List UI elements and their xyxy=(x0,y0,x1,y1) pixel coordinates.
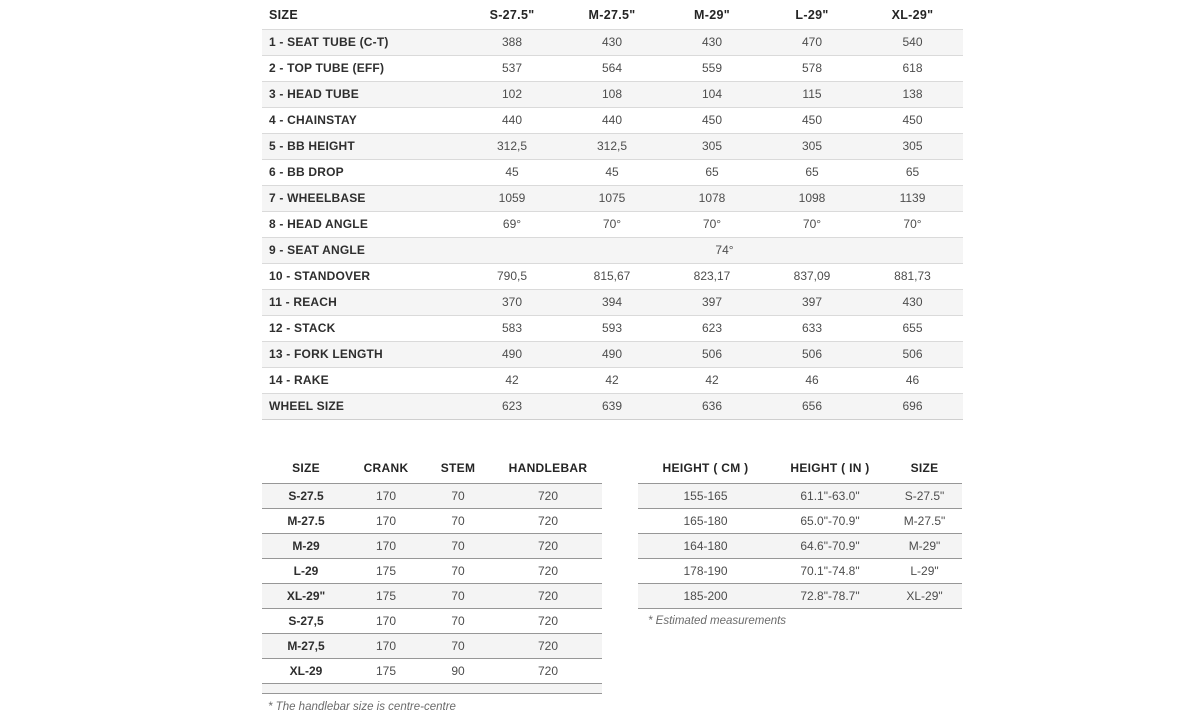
spacer-cell xyxy=(262,683,602,693)
geometry-size-header: SIZE xyxy=(269,7,298,22)
table-row xyxy=(262,393,963,419)
row-label: 11 - REACH xyxy=(262,289,462,315)
size-cell: XL-29 xyxy=(262,658,350,683)
row-value: 823,17 xyxy=(662,263,762,289)
stem-cell: 90 xyxy=(422,658,494,683)
components-crank-header: CRANK xyxy=(363,460,409,475)
geometry-col-m275: M-27.5" xyxy=(588,7,636,22)
table-row xyxy=(638,483,962,508)
row-value: 815,67 xyxy=(562,263,662,289)
height-in-cell: 70.1"-74.8" xyxy=(773,558,887,583)
row-label: 4 - CHAINSTAY xyxy=(262,107,462,133)
handlebar-cell: 720 xyxy=(494,533,602,558)
stem-cell: 70 xyxy=(422,608,494,633)
table-row xyxy=(262,185,963,211)
stem-cell: 70 xyxy=(422,633,494,658)
row-value: 1078 xyxy=(662,185,762,211)
size-guide-table xyxy=(638,453,962,609)
row-value: 388 xyxy=(462,29,562,55)
geometry-col-l29: L-29" xyxy=(795,7,829,22)
handlebar-cell: 720 xyxy=(494,508,602,533)
components-handlebar-header: HANDLEBAR xyxy=(508,460,588,475)
row-label: 3 - HEAD TUBE xyxy=(262,81,462,107)
table-row xyxy=(262,483,602,508)
size-cell: M-27.5" xyxy=(887,508,962,533)
crank-cell: 170 xyxy=(350,608,422,633)
components-footnote: * The handlebar size is centre-centre xyxy=(268,701,456,713)
size-cell: XL-29" xyxy=(262,583,350,608)
row-value: 633 xyxy=(762,315,862,341)
table-row xyxy=(262,315,963,341)
size-cell: M-29" xyxy=(887,533,962,558)
row-value: 790,5 xyxy=(462,263,562,289)
stem-cell: 70 xyxy=(422,558,494,583)
table-row xyxy=(638,533,962,558)
row-value: 696 xyxy=(862,393,963,419)
row-value: 470 xyxy=(762,29,862,55)
table-row xyxy=(262,237,963,263)
row-value: 45 xyxy=(562,159,662,185)
table-row xyxy=(262,211,963,237)
row-value: 1139 xyxy=(862,185,963,211)
row-label: 7 - WHEELBASE xyxy=(262,185,462,211)
row-value: 1098 xyxy=(762,185,862,211)
height-cm-cell: 164-180 xyxy=(638,533,773,558)
height-in-cell: 65.0"-70.9" xyxy=(773,508,887,533)
handlebar-cell: 720 xyxy=(494,583,602,608)
row-label: 2 - TOP TUBE (EFF) xyxy=(262,55,462,81)
row-value: 70° xyxy=(862,211,963,237)
row-label: 14 - RAKE xyxy=(262,367,462,393)
row-value: 540 xyxy=(862,29,963,55)
height-cm-cell: 178-190 xyxy=(638,558,773,583)
row-value: 490 xyxy=(462,341,562,367)
row-value: 305 xyxy=(762,133,862,159)
row-value: 639 xyxy=(562,393,662,419)
size-cell: S-27,5 xyxy=(262,608,350,633)
size-cell: L-29 xyxy=(262,558,350,583)
row-value: 583 xyxy=(462,315,562,341)
row-value: 104 xyxy=(662,81,762,107)
table-row xyxy=(262,583,602,608)
row-value: 881,73 xyxy=(862,263,963,289)
components-stem-header: STEM xyxy=(440,460,476,475)
height-cm-cell: 185-200 xyxy=(638,583,773,608)
table-row xyxy=(262,533,602,558)
height-in-cell: 64.6"-70.9" xyxy=(773,533,887,558)
handlebar-cell: 720 xyxy=(494,558,602,583)
row-value: 593 xyxy=(562,315,662,341)
row-value: 397 xyxy=(662,289,762,315)
row-value: 370 xyxy=(462,289,562,315)
row-value: 430 xyxy=(562,29,662,55)
height-cm-cell: 155-165 xyxy=(638,483,773,508)
row-value: 42 xyxy=(462,367,562,393)
row-value: 70° xyxy=(562,211,662,237)
stem-cell: 70 xyxy=(422,533,494,558)
table-row xyxy=(262,55,963,81)
row-value: 70° xyxy=(762,211,862,237)
geometry-header-row xyxy=(262,1,963,29)
stem-cell: 70 xyxy=(422,583,494,608)
table-row xyxy=(262,367,963,393)
crank-cell: 175 xyxy=(350,583,422,608)
table-row xyxy=(638,508,962,533)
handlebar-cell: 720 xyxy=(494,633,602,658)
row-value: 138 xyxy=(862,81,963,107)
row-value: 440 xyxy=(562,107,662,133)
row-label: 8 - HEAD ANGLE xyxy=(262,211,462,237)
row-value: 655 xyxy=(862,315,963,341)
row-value: 623 xyxy=(462,393,562,419)
row-value: 102 xyxy=(462,81,562,107)
row-value: 450 xyxy=(662,107,762,133)
height-in-cell: 61.1"-63.0" xyxy=(773,483,887,508)
row-value: 312,5 xyxy=(462,133,562,159)
row-value: 45 xyxy=(462,159,562,185)
row-value: 623 xyxy=(662,315,762,341)
row-value: 394 xyxy=(562,289,662,315)
row-value: 506 xyxy=(762,341,862,367)
row-value: 450 xyxy=(862,107,963,133)
row-value: 69° xyxy=(462,211,562,237)
size-cell: L-29" xyxy=(887,558,962,583)
row-value: 506 xyxy=(862,341,963,367)
row-value: 65 xyxy=(662,159,762,185)
components-size-header: SIZE xyxy=(292,460,320,475)
table-row xyxy=(262,107,963,133)
stem-cell: 70 xyxy=(422,483,494,508)
row-value: 1075 xyxy=(562,185,662,211)
components-header-row xyxy=(262,453,602,483)
crank-cell: 170 xyxy=(350,633,422,658)
geometry-col-xl29: XL-29" xyxy=(891,7,934,22)
table-row xyxy=(262,81,963,107)
table-row xyxy=(638,583,962,608)
size-cell: S-27.5" xyxy=(887,483,962,508)
height-cm-cell: 165-180 xyxy=(638,508,773,533)
row-value: 618 xyxy=(862,55,963,81)
size-guide-footnote: * Estimated measurements xyxy=(648,615,787,627)
row-value: 108 xyxy=(562,81,662,107)
row-value: 1059 xyxy=(462,185,562,211)
row-value: 397 xyxy=(762,289,862,315)
size-cell: M-29 xyxy=(262,533,350,558)
row-value: 564 xyxy=(562,55,662,81)
row-label: 13 - FORK LENGTH xyxy=(262,341,462,367)
row-value: 506 xyxy=(662,341,762,367)
row-value: 430 xyxy=(662,29,762,55)
size-cell: M-27,5 xyxy=(262,633,350,658)
geometry-table xyxy=(262,1,963,420)
table-row xyxy=(262,29,963,55)
table-row xyxy=(262,608,602,633)
row-label: 10 - STANDOVER xyxy=(262,263,462,289)
row-value: 312,5 xyxy=(562,133,662,159)
geometry-col-s275: S-27.5" xyxy=(489,7,535,22)
crank-cell: 170 xyxy=(350,483,422,508)
height-in-header: HEIGHT ( IN ) xyxy=(790,460,870,475)
row-value: 837,09 xyxy=(762,263,862,289)
sizeguide-header-row xyxy=(638,453,962,483)
table-row xyxy=(262,508,602,533)
seat-angle-merged-value: 74° xyxy=(462,237,963,263)
row-value: 42 xyxy=(662,367,762,393)
row-value: 305 xyxy=(662,133,762,159)
table-row xyxy=(262,133,963,159)
row-label: 1 - SEAT TUBE (C-T) xyxy=(262,29,462,55)
handlebar-cell: 720 xyxy=(494,483,602,508)
size-cell: M-27.5 xyxy=(262,508,350,533)
row-value: 656 xyxy=(762,393,862,419)
handlebar-cell: 720 xyxy=(494,658,602,683)
row-label: 12 - STACK xyxy=(262,315,462,341)
row-value: 578 xyxy=(762,55,862,81)
crank-cell: 175 xyxy=(350,658,422,683)
crank-cell: 170 xyxy=(350,508,422,533)
table-row xyxy=(262,558,602,583)
row-label: WHEEL SIZE xyxy=(262,393,462,419)
row-value: 46 xyxy=(862,367,963,393)
table-row xyxy=(262,633,602,658)
size-cell: S-27.5 xyxy=(262,483,350,508)
row-value: 636 xyxy=(662,393,762,419)
table-row xyxy=(262,159,963,185)
row-value: 559 xyxy=(662,55,762,81)
row-value: 70° xyxy=(662,211,762,237)
table-row xyxy=(262,658,602,683)
row-label: 9 - SEAT ANGLE xyxy=(262,237,462,263)
spacer-row xyxy=(262,683,602,693)
geometry-col-m29: M-29" xyxy=(694,7,730,22)
row-value: 65 xyxy=(862,159,963,185)
row-value: 537 xyxy=(462,55,562,81)
row-value: 65 xyxy=(762,159,862,185)
crank-cell: 175 xyxy=(350,558,422,583)
size-cell: XL-29" xyxy=(887,583,962,608)
row-value: 46 xyxy=(762,367,862,393)
table-row xyxy=(262,289,963,315)
components-table xyxy=(262,453,602,694)
height-cm-header: HEIGHT ( CM ) xyxy=(662,460,749,475)
handlebar-cell: 720 xyxy=(494,608,602,633)
row-value: 42 xyxy=(562,367,662,393)
row-value: 115 xyxy=(762,81,862,107)
row-value: 305 xyxy=(862,133,963,159)
row-label: 6 - BB DROP xyxy=(262,159,462,185)
row-value: 440 xyxy=(462,107,562,133)
table-row xyxy=(262,263,963,289)
row-value: 430 xyxy=(862,289,963,315)
table-row xyxy=(638,558,962,583)
row-label: 5 - BB HEIGHT xyxy=(262,133,462,159)
row-value: 490 xyxy=(562,341,662,367)
stem-cell: 70 xyxy=(422,508,494,533)
height-in-cell: 72.8"-78.7" xyxy=(773,583,887,608)
crank-cell: 170 xyxy=(350,533,422,558)
row-value: 450 xyxy=(762,107,862,133)
size-header: SIZE xyxy=(910,460,939,475)
table-row xyxy=(262,341,963,367)
